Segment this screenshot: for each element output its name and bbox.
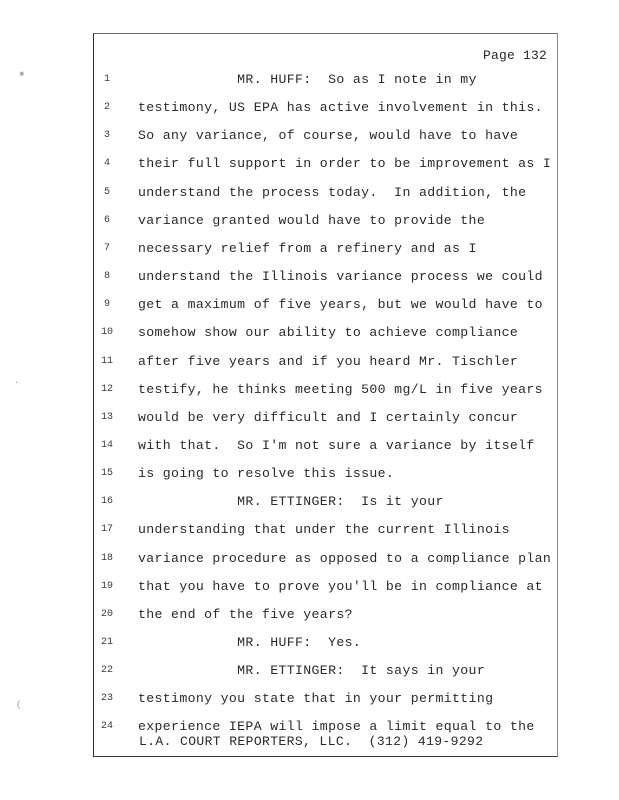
line-text: is going to resolve this issue. — [138, 466, 395, 482]
line-number: 24 — [100, 721, 113, 733]
line-number: 4 — [103, 158, 110, 170]
line-text: variance procedure as opposed to a compliance plan — [138, 550, 552, 566]
line-number: 11 — [100, 355, 113, 367]
line-text: with that. So I'm not sure a variance by itself — [138, 437, 535, 453]
line-number: 10 — [100, 327, 113, 339]
line-number: 3 — [103, 130, 110, 142]
line-number: 15 — [100, 468, 113, 480]
transcript-line — [94, 635, 557, 657]
line-number: 6 — [103, 214, 110, 226]
line-number: 18 — [100, 552, 113, 564]
line-number: 8 — [103, 271, 110, 283]
line-number: 2 — [103, 102, 110, 114]
transcript-line — [94, 156, 557, 178]
court-reporter-footer: L.A. COURT REPORTERS, LLC. (312) 419-9292 — [139, 734, 484, 749]
transcript-page — [93, 33, 558, 757]
line-number: 21 — [100, 637, 113, 648]
line-text: understand the process today. In addition, the — [138, 184, 527, 200]
transcript-line — [94, 410, 557, 432]
line-number: 12 — [100, 383, 113, 395]
line-text: testify, he thinks meeting 500 mg/L in five years — [138, 381, 543, 397]
transcript-line — [94, 466, 557, 488]
line-text: testimony, US EPA has active involvement in this. — [138, 100, 543, 116]
line-text: would be very difficult and I certainly concur — [138, 409, 519, 425]
transcript-line — [94, 325, 557, 347]
transcript-line — [94, 607, 557, 629]
line-number: 5 — [103, 186, 110, 198]
line-text: that you have to prove you'll be in compliance at — [138, 578, 543, 594]
transcript-line — [94, 382, 557, 404]
line-number: 17 — [100, 524, 113, 536]
transcript-line — [94, 241, 557, 263]
line-text: the end of the five years? — [138, 606, 353, 622]
line-text: understand the Illinois variance process we could — [138, 269, 543, 285]
line-text: MR. HUFF: So as I note in my — [138, 72, 477, 87]
transcript-line — [94, 72, 557, 94]
transcript-line — [94, 100, 557, 122]
transcript-line — [94, 551, 557, 573]
line-text: get a maximum of five years, but we would have to — [138, 297, 543, 313]
line-text: variance granted would have to provide the — [138, 212, 486, 228]
transcript-line — [94, 269, 557, 291]
scan-artifact-mark: ( — [16, 700, 22, 710]
line-number: 22 — [100, 665, 113, 677]
line-text: So any variance, of course, would have to have — [138, 128, 519, 144]
line-number: 23 — [100, 693, 113, 705]
line-number: 7 — [103, 242, 110, 254]
line-text: their full support in order to be improvement as I — [138, 156, 552, 172]
line-text: understanding that under the current Illinois — [138, 522, 510, 538]
line-number: 1 — [103, 74, 110, 85]
line-number: 16 — [100, 496, 113, 508]
page-number: Page 132 — [482, 48, 547, 63]
transcript-line — [94, 185, 557, 207]
transcript-line — [94, 297, 557, 319]
line-text: MR. ETTINGER: Is it your — [138, 494, 444, 510]
line-text: after five years and if you heard Mr. Tischler — [138, 353, 519, 369]
transcript-line — [94, 579, 557, 601]
line-number: 19 — [100, 580, 113, 592]
line-text: somehow show our ability to achieve compliance — [138, 325, 519, 341]
line-text: MR. ETTINGER: It says in your — [138, 663, 486, 679]
transcript-line — [94, 354, 557, 376]
transcript-line — [94, 522, 557, 544]
transcript-line — [94, 691, 557, 713]
scan-artifact-mark: · — [14, 378, 20, 388]
transcript-line — [94, 213, 557, 235]
line-text: testimony you state that in your permitting — [138, 691, 494, 707]
transcript-line — [94, 438, 557, 460]
scan-artifact-mark: ⁕ — [18, 70, 26, 80]
line-number: 13 — [100, 411, 113, 423]
line-text: experience IEPA will impose a limit equal to the — [138, 719, 535, 735]
line-text: necessary relief from a refinery and as I — [138, 240, 477, 256]
transcript-line — [94, 494, 557, 516]
line-number: 14 — [100, 439, 113, 451]
transcript-line — [94, 128, 557, 150]
line-number: 9 — [103, 299, 110, 311]
line-text: MR. HUFF: Yes. — [138, 635, 362, 650]
transcript-line — [94, 663, 557, 685]
line-number: 20 — [100, 608, 113, 620]
